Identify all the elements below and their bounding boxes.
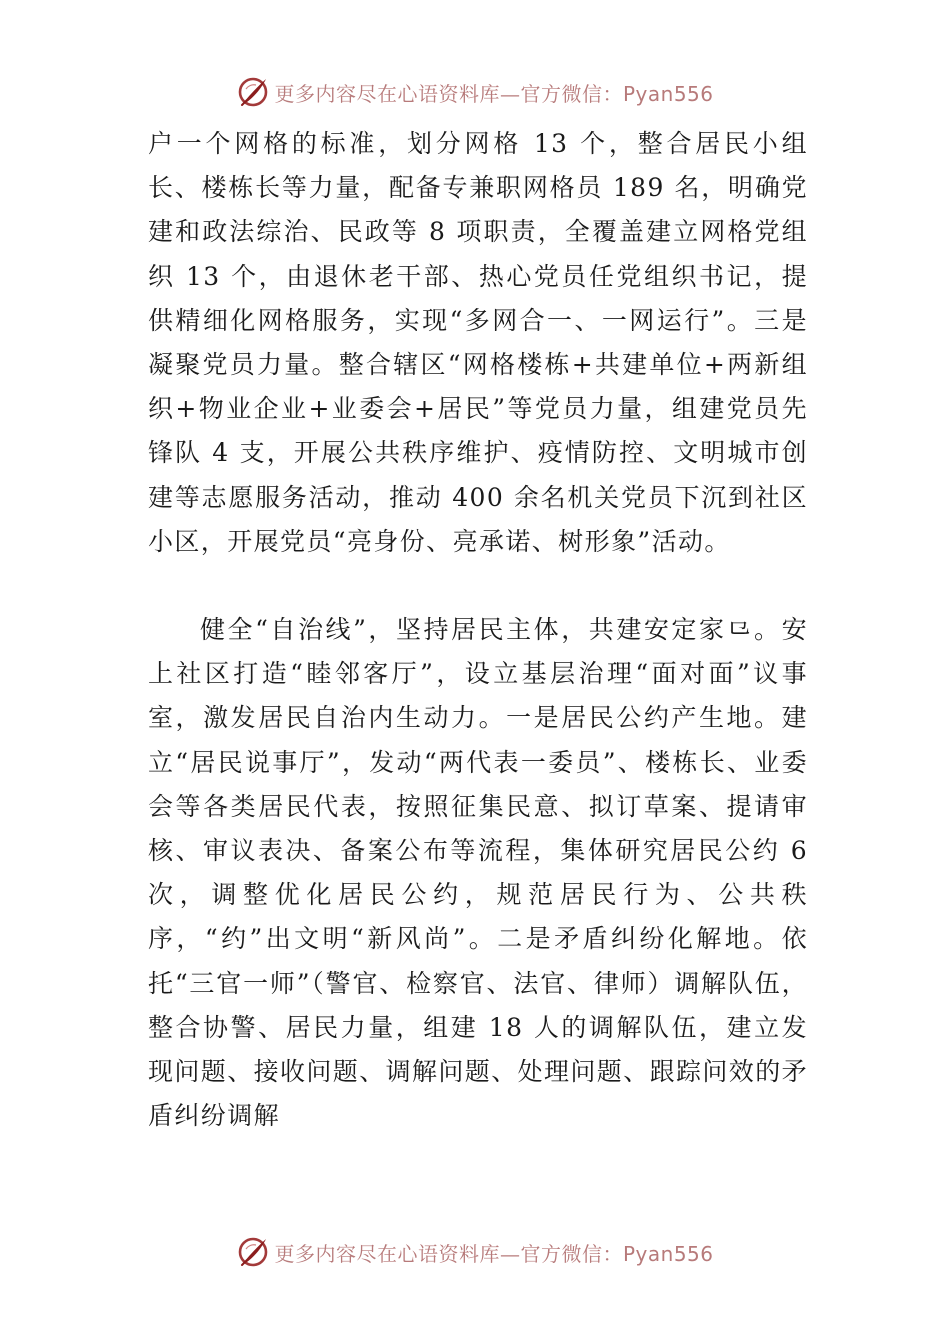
footer-banner-text: 更多内容尽在心语资料库—官方微信：Pyan556: [274, 1241, 714, 1266]
footer-watermark-banner: [0, 1232, 950, 1272]
quill-pen-logo-icon: [236, 1235, 270, 1269]
body-paragraph-2: 健全“自治线”，坚持居民主体，共建安定家⺋。安上社区打造“睦邻客厅”，设立基层治理“面对面”议事室，激发居民自治内生动力。一是居民公约产生地。建立“居民说事厅”，发动“两代表一委员”、楼栋长、业委会等各类居民代表，按照征集民意、拟订草案、提请审核、审议表决、备案公布等流程，集体研究居民公约 6 次，调整优化居民公约，规范居民行为、公共秩序，“约”出文明“新风尚”。二是矛盾纠纷化解地。依托“三官一师”（警官、检察官、法官、律师）调解队伍，整合协警、居民力量，组建 18 人的调解队伍，建立发现问题、接收问题、调解问题、处理问题、跟踪问效的矛盾纠纷调解: [148, 615, 809, 1131]
footer-wechat-id: Pyan556: [622, 1241, 714, 1266]
document-body: [148, 122, 808, 1138]
header-banner-text: 更多内容尽在心语资料库—官方微信：Pyan556: [274, 81, 714, 106]
quill-pen-logo-icon: [236, 75, 270, 109]
header-wechat-id: Pyan556: [622, 81, 714, 106]
header-watermark-banner: [0, 72, 950, 112]
body-paragraph-1: 户一个网格的标准，划分网格 13 个，整合居民小组长、楼栋长等力量，配备专兼职网格员 189 名，明确党建和政法综治、民政等 8 项职责，全覆盖建立网格党组织 13 个，由退休老干部、热心党员任党组织书记，提供精细化网格服务，实现“多网合一、一网运行”。三是凝聚党员力量。整合辖区“网格楼栋+共建单位+两新组织+物业企业+业委会+居民”等党员力量，组建党员先锋队 4 支，开展公共秩序维护、疫情防控、文明城市创建等志愿服务活动，推动 400 余名机关党员下沉到社区小区，开展党员“亮身份、亮承诺、树形象”活动。: [148, 129, 808, 556]
